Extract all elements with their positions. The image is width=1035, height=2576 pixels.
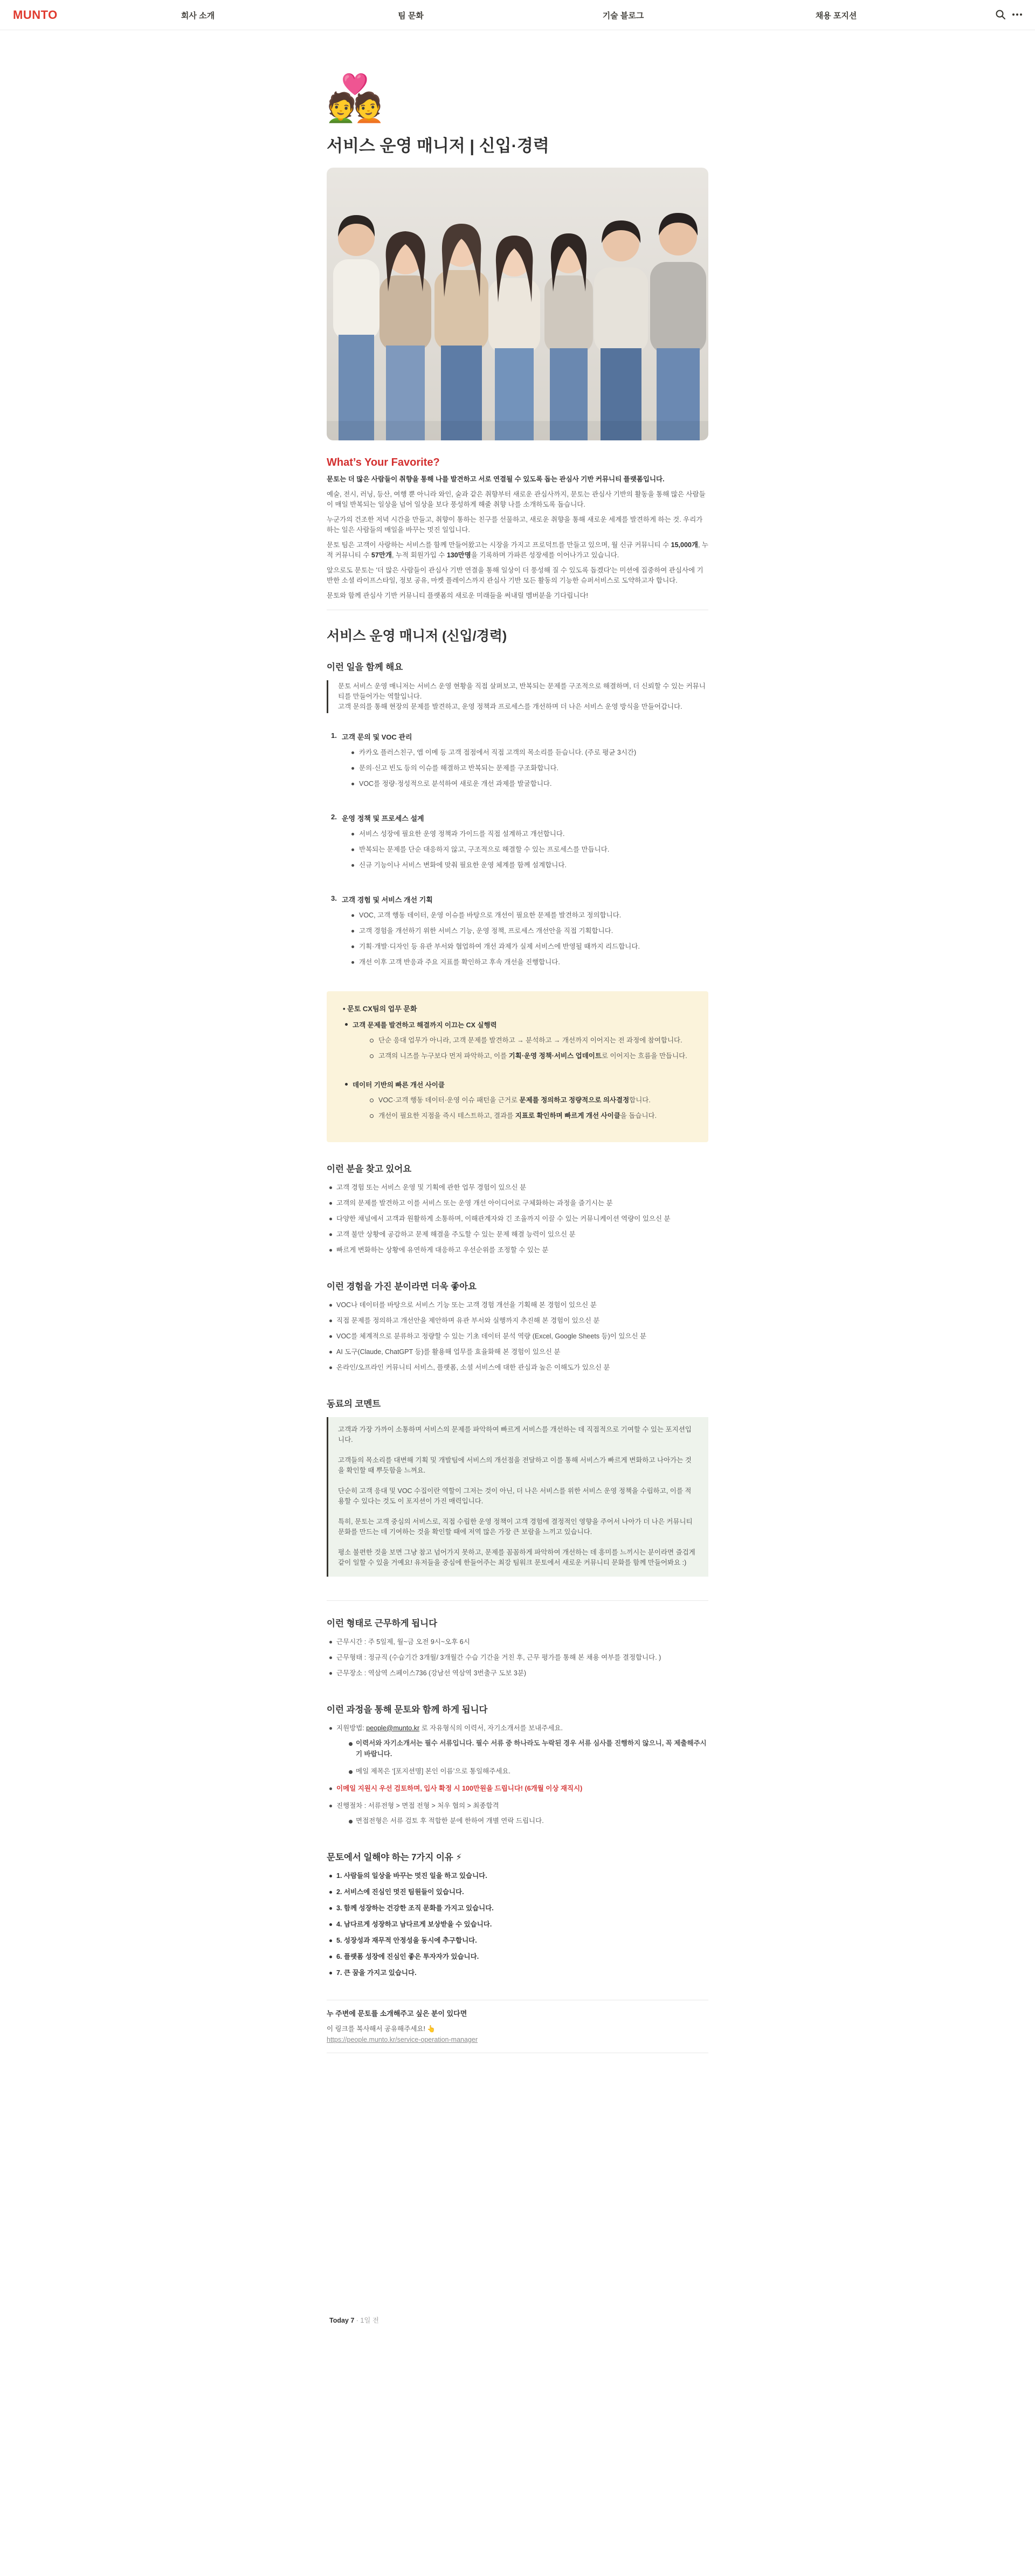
what-you-do-heading: 이런 일을 함께 해요 xyxy=(327,662,403,672)
hiring-process-heading: 이런 과정을 통해 문토와 함께 하게 됩니다 xyxy=(327,1704,488,1715)
requirement-item: 고객 불만 상황에 공감하고 문제 해결을 주도할 수 있는 문제 해결 능력이 있으신 분 xyxy=(327,1229,708,1240)
task-number: 2. xyxy=(331,812,337,821)
intro-paragraph-6: 문토와 함께 관심사 기반 커뮤니티 플랫폼의 새로운 미래들을 써내릴 멤버분을 기다립니다! xyxy=(327,591,588,599)
preferred-list xyxy=(327,1300,708,1373)
callout-title-text: 문토 CX팀의 업무 문화 xyxy=(347,1004,417,1013)
task-detail: 고객 경험을 개선하기 위한 서비스 기능, 운영 정책, 프로세스 개선안을 직접 기획합니다. xyxy=(350,926,708,936)
search-icon[interactable] xyxy=(995,9,1006,20)
process-item xyxy=(327,1783,708,1794)
hero-team-photo xyxy=(327,168,708,440)
colleague-comment-heading: 동료의 코멘트 xyxy=(327,1399,381,1409)
separator: · xyxy=(354,2317,361,2324)
callout-title: • 문토 CX팀의 업무 문화 xyxy=(343,1004,417,1013)
page-title: 서비스 운영 매니저 | 신입·경력 xyxy=(327,136,549,155)
condition-item: 근무장소 : 역삼역 스페이스736 (강남선 역삼역 3번출구 도보 3분) xyxy=(327,1668,708,1679)
callout-group xyxy=(340,1020,695,1061)
reasons-heading-text: 문토에서 일해야 하는 7가지 이유 xyxy=(327,1852,453,1862)
condition-item: 근무형태 : 정규직 (수습기간 3개월/ 3개월간 수습 기간을 거친 후, 근무 평가를 통해 본 채용 여부를 결정합니다. ) xyxy=(327,1652,708,1663)
referral-bonus-notice: 이메일 지원시 우선 검토하며, 입사 확정 시 100만원을 드립니다! (6개월 이상 재직시) xyxy=(336,1784,583,1792)
task-detail: 반복되는 문제를 단순 대응하지 않고, 구조적으로 해결할 수 있는 프로세스를 만듭니다. xyxy=(350,844,708,855)
callout-text: 개선이 필요한 지점을 즉시 테스트하고, 결과를 xyxy=(378,1111,515,1120)
preferred-item: 온라인/오프라인 커뮤니티 서비스, 플랫폼, 소셜 서비스에 대한 관심과 높은 이해도가 있으신 분 xyxy=(327,1362,708,1373)
callout-bold-text: 지표로 확인하며 빠르게 개선 사이클 xyxy=(515,1111,620,1120)
reason-item: 6. 플랫폼 성장에 진심인 좋은 투자자가 있습니다. xyxy=(327,1951,708,1962)
callout-group-title: 고객 문제를 발견하고 해결까지 이끄는 CX 실행력 xyxy=(340,1020,695,1030)
divider xyxy=(327,1600,708,1601)
callout-group xyxy=(340,1080,695,1121)
task-item xyxy=(327,894,708,968)
task-detail: 개선 이후 고객 반응과 주요 지표를 확인하고 후속 개선을 진행합니다. xyxy=(350,957,708,968)
reason-item: 2. 서비스에 진심인 멋진 팀원들이 있습니다. xyxy=(327,1887,708,1897)
quote-line: 문토 서비스 운영 매니저는 서비스 운영 현황을 직접 살펴보고, 반복되는 문제를 구조적으로 해결하며, 더 신뢰할 수 있는 커뮤니티를 만들어가는 역할입니다. xyxy=(338,682,706,700)
requirement-item: 빠르게 변화하는 상황에 유연하게 대응하고 우선순위를 조정할 수 있는 분 xyxy=(327,1245,708,1255)
requirements-heading: 이런 분을 찾고 있어요 xyxy=(327,1164,412,1174)
requirement-item: 고객 경험 또는 서비스 운영 및 기획에 관한 업무 경험이 있으신 분 xyxy=(327,1182,708,1193)
page-emoji-icon: 💑 xyxy=(327,73,383,123)
callout-item xyxy=(370,1035,695,1046)
comment-paragraph: 고객들의 목소리를 대변해 기획 및 개발팀에 서비스의 개선점을 전달하고 이를 통해 서비스가 빠르게 변화하고 나아가는 것을 확인할 때 뿌듯함을 느껴요. xyxy=(338,1456,692,1474)
share-section xyxy=(327,2000,708,2053)
task-detail: 카카오 플러스친구, 앱 이메 등 고객 접점에서 직접 고객의 목소리를 듣습니다. (주로 평균 3시간) xyxy=(350,747,708,758)
comment-paragraph: 특히, 문토는 고객 중심의 서비스로, 직접 수립한 운영 정책이 고객 경험에 결정적인 영향을 주어서 나아가 더 나은 커뮤니티 문화를 만드는 데 기여하는 것을 확인할 때에 저역 많은 가장 큰 보람을 느끼고 있습니다. xyxy=(338,1517,693,1536)
callout-item xyxy=(370,1095,695,1106)
preferred-item: 직접 문제를 정의하고 개선안을 제안하며 유관 부서와 실행까지 추진해 본 경험이 있으신 분 xyxy=(327,1315,708,1326)
stat-total-signups: 130만명 xyxy=(446,551,471,559)
callout-text: 로 이어지는 흐름을 만듭니다. xyxy=(601,1052,687,1060)
work-conditions-heading: 이런 형태로 근무하게 됩니다 xyxy=(327,1618,438,1628)
intro-paragraph-5: 앞으로도 문토는 '더 많은 사람들이 관심사 기반 연결을 통해 일상이 더 풍성해 질 수 있도록 돕겠다'는 미션에 집중하여 관심사에 기반한 소셜 라이프스타일, 정보 공유, 마켓 플레이스까지 관심사 기반 모든 활동의 기능한 슈퍼서비스로 도약하고자 합니다. xyxy=(327,566,703,584)
task-number: 1. xyxy=(331,731,337,740)
share-title: 누 주변에 문토를 소개해주고 싶은 분이 있다면 xyxy=(327,2009,467,2018)
intro-paragraph-2: 예술, 전시, 러닝, 등산, 여행 뿐 아니라 와인, 술과 같은 취향부터 새로운 관심사까지, 문토는 관심사 기반의 활동을 통해 많은 사람들이 매일 반복되는 일상을 넘어 일상을 보다 풍성하게 해줄 취향 나를 소개하도록 돕습니다. xyxy=(327,490,706,508)
cx-culture-callout xyxy=(327,991,708,1142)
today-count: Today 7 xyxy=(329,2317,355,2324)
preferred-item: VOC를 체계적으로 분류하고 정량할 수 있는 기초 데이터 분석 역량 (Excel, Google Sheets 등)이 있으신 분 xyxy=(327,1331,708,1342)
hiring-process-list xyxy=(327,1723,708,1826)
task-item xyxy=(327,813,708,871)
intro-paragraph-4 xyxy=(327,540,708,561)
callout-text: 고객의 니즈를 누구보다 먼저 파악하고, 이를 xyxy=(378,1052,509,1060)
process-text: 진행절차 : 서류전형 > 면접 전형 > 처우 협의 > 최종합격 xyxy=(336,1801,499,1810)
reason-item: 1. 사람들의 일상을 바꾸는 멋진 일을 하고 있습니다. xyxy=(327,1870,708,1881)
process-subitem: 메일 제목은 ‘[포지션명] 본인 이름’으로 통일해주세요. xyxy=(346,1766,708,1777)
intro-p4-text: , 누적 커뮤니티 수 xyxy=(327,541,708,559)
role-summary-quote xyxy=(327,680,708,713)
task-detail: 문의·신고 빈도 등의 이슈를 해결하고 반복되는 문제를 구조화합니다. xyxy=(350,763,708,774)
stat-monthly-communities: 15,000개 xyxy=(671,541,698,549)
intro-paragraph-1 xyxy=(327,474,708,485)
process-text: 지원방법: xyxy=(336,1724,367,1732)
reasons-heading xyxy=(327,1850,708,1863)
share-instruction: 이 링크를 복사해서 공유해주세요! 👆 xyxy=(327,2025,436,2033)
comment-paragraph: 고객과 가장 가까이 소통하며 서비스의 문제를 파악하여 빠르게 서비스를 개선하는 데 직접적으로 기여할 수 있는 포지션입니다. xyxy=(338,1425,692,1444)
intro-p4-text: 문토 팀은 고객이 사랑하는 서비스를 함께 만들어왔고는 시장을 가지고 프로덕트를 만들고 있으며, 월 신규 커뮤니티 수 xyxy=(327,541,671,549)
colleague-comment-quote xyxy=(327,1417,708,1577)
process-subitem-text: 이력서와 자기소개서는 필수 서류입니다. 필수 서류 중 하나라도 누락된 경우 서류 심사를 진행하지 않으니, 꼭 제출해주시기 바랍니다. xyxy=(356,1739,707,1758)
process-subitem xyxy=(346,1738,708,1759)
role-title: 서비스 운영 매니저 (신입/경력) xyxy=(327,628,507,644)
apply-email-link[interactable]: people@munto.kr xyxy=(366,1724,420,1732)
task-detail: 신규 기능이나 서비스 변화에 맞춰 필요한 운영 체계를 함께 설계합니다. xyxy=(350,860,708,871)
process-text: 로 자유형식의 이력서, 자기소개서를 보내주세요. xyxy=(419,1724,563,1732)
work-conditions-list xyxy=(327,1636,708,1679)
task-detail: 서비스 성장에 필요한 운영 정책과 가이드를 직접 설계하고 개선합니다. xyxy=(350,828,708,839)
task-title: 고객 문의 및 VOC 관리 xyxy=(342,733,412,741)
nav-link-about[interactable]: 회사 소개 xyxy=(181,11,215,20)
stat-total-communities: 57만개 xyxy=(371,551,392,559)
page-content xyxy=(327,75,708,2053)
requirement-item: 고객의 문제를 발견하고 이를 서비스 또는 운영 개선 아이디어로 구체화하는 과정을 즐기시는 분 xyxy=(327,1198,708,1208)
preferred-item: VOC나 데이터를 바탕으로 서비스 기능 또는 고객 경험 개선을 기획해 본 경험이 있으신 분 xyxy=(327,1300,708,1310)
more-icon[interactable] xyxy=(1011,9,1023,20)
requirements-list xyxy=(327,1182,708,1255)
condition-item: 근무시간 : 주 5일제, 월~금 오전 9시~오후 6시 xyxy=(327,1636,708,1647)
task-list xyxy=(327,731,708,968)
reasons-list xyxy=(327,1870,708,1978)
process-subitem: 면접전형은 서류 검토 후 적합한 분에 한하여 개별 연락 드립니다. xyxy=(346,1815,708,1826)
nav-link-culture[interactable]: 팀 문화 xyxy=(398,11,424,20)
top-nav xyxy=(0,0,1035,30)
callout-bold-text: 기획·운영 정책·서비스 업데이트 xyxy=(508,1052,602,1060)
share-link[interactable]: https://people.munto.kr/service-operation-manager xyxy=(327,2035,478,2043)
process-item xyxy=(327,1723,708,1777)
reason-item: 4. 남다르게 성장하고 남다르게 보상받을 수 있습니다. xyxy=(327,1919,708,1930)
intro-paragraph-3: 누군가의 건조한 저녁 시간을 만들고, 취향이 통하는 친구를 선물하고, 새로운 취향을 통해 새로운 세계를 발견하게 하는 것. 우리가 하는 일은 사람들의 매일을 바꾸는 멋진 일입니다. xyxy=(327,515,703,534)
callout-text: 단순 응대 업무가 아니라, 고객 문제를 발견하고 → 분석하고 → 개선까지 이어지는 전 과정에 참여합니다. xyxy=(378,1036,682,1044)
callout-bold-text: 문제를 정의하고 정량적으로 의사결정 xyxy=(519,1096,630,1104)
process-item xyxy=(327,1800,708,1826)
total-count: 1일 전 xyxy=(360,2317,379,2324)
quote-line: 고객 문의를 통해 현장의 문제를 발견하고, 운영 정책과 프로세스를 개선하며 더 나은 서비스 운영 방식을 만들어갑니다. xyxy=(338,702,682,710)
nav-link-tech-blog[interactable]: 기술 블로그 xyxy=(602,11,644,20)
intro-lead-text: 문토는 더 많은 사람들이 취향을 통해 나를 발견하고 서로 연결될 수 있도록 돕는 관심사 기반 커뮤니티 플랫폼입니다. xyxy=(327,475,665,483)
task-title: 고객 경험 및 서비스 개선 기획 xyxy=(342,895,433,904)
task-item xyxy=(327,731,708,789)
comment-paragraph: 평소 불편한 것을 보면 그냥 참고 넘어가지 못하고, 문제를 꼼꼼하게 파악하여 개선하는 데 흥미를 느끼시는 분이라면 즐겁게 같이 일할 수 있을 거예요! 유저들을 중심에 한들어주는 최강 팀워크 문토에서 새로운 커뮤니티 문화를 함께 만들어봐요 :) xyxy=(338,1548,695,1566)
callout-group-title: 데이터 기반의 빠른 개선 사이클 xyxy=(340,1080,695,1089)
intro-title: What’s Your Favorite? xyxy=(327,456,440,468)
task-number: 3. xyxy=(331,894,337,902)
intro-p4-text: , 누적 회원가입 수 xyxy=(391,551,447,559)
preferred-heading: 이런 경험을 가진 분이라면 더욱 좋아요 xyxy=(327,1281,477,1292)
reason-item: 5. 성장성과 재무적 안정성을 동시에 추구합니다. xyxy=(327,1935,708,1946)
task-detail: VOC를 정량·정성적으로 분석하여 새로운 개선 과제를 발굴합니다. xyxy=(350,778,708,789)
preferred-item: AI 도구(Claude, ChatGPT 등)를 활용해 업무를 효율화해 본 경험이 있으신 분 xyxy=(327,1346,708,1357)
task-detail: VOC, 고객 행동 데이터, 운영 이슈를 바탕으로 개선이 필요한 문제를 발견하고 정의합니다. xyxy=(350,910,708,921)
reason-item: 7. 큰 꿈을 가지고 있습니다. xyxy=(327,1967,708,1978)
callout-item xyxy=(370,1110,695,1121)
requirement-item: 다양한 채널에서 고객과 원활하게 소통하며, 이해관계자와 긴 조율까지 이끌 수 있는 커뮤니케이션 역량이 있으신 분 xyxy=(327,1213,708,1224)
callout-text: 을 돕습니다. xyxy=(620,1111,657,1120)
task-title: 운영 정책 및 프로세스 설계 xyxy=(342,814,424,823)
callout-text: VOC·고객 행동 데이터·운영 이슈 패턴을 근거로 xyxy=(378,1096,520,1104)
task-detail: 기획·개발·디자인 등 유관 부서와 협업하여 개선 과제가 실제 서비스에 반영될 때까지 리드합니다. xyxy=(350,941,708,952)
brand-logo[interactable]: MUNTO xyxy=(13,8,58,22)
intro-p4-text: 을 기록하며 가파른 성장세를 이어나가고 있습니다. xyxy=(471,551,619,559)
callout-text: 합니다. xyxy=(629,1096,651,1104)
callout-item xyxy=(370,1051,695,1061)
view-counter xyxy=(329,2315,379,2325)
comment-paragraph: 단순히 고객 응대 및 VOC 수집이란 역할이 그저는 것이 아닌, 더 나은 서비스를 위한 서비스 운영 정책을 수립하고, 이를 적용할 수 있다는 것도 이 포지션이 가진 매력입니다. xyxy=(338,1487,692,1505)
nav-link-positions[interactable]: 채용 포지션 xyxy=(815,11,857,20)
reason-item: 3. 함께 성장하는 건강한 조직 문화를 가지고 있습니다. xyxy=(327,1903,708,1914)
lightning-icon: ⚡ xyxy=(456,1852,462,1862)
